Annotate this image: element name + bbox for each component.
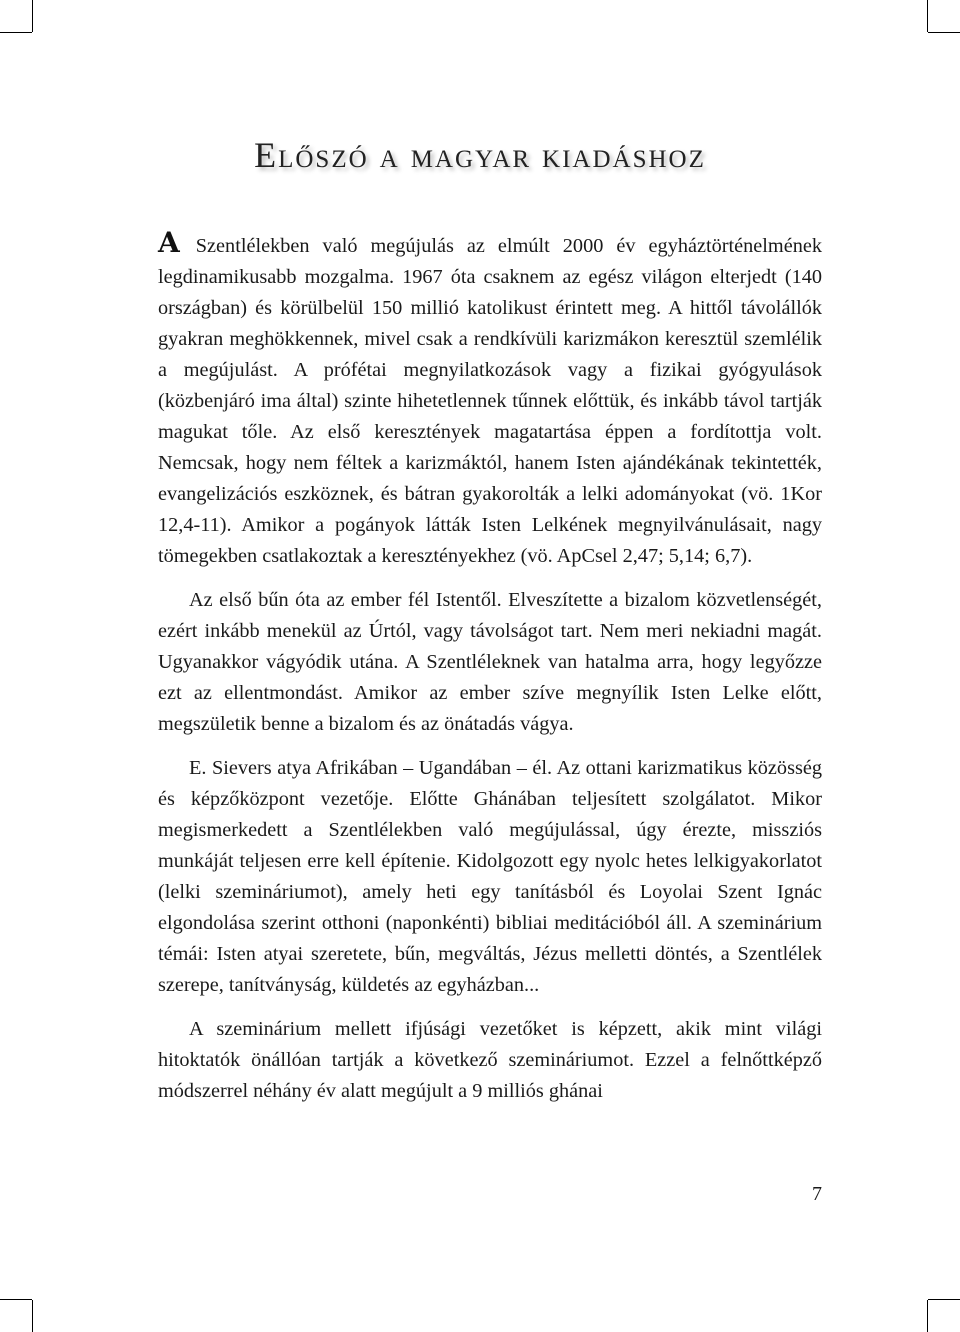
crop-mark-top-right-h (928, 32, 960, 33)
body-text (158, 226, 822, 1120)
paragraph-3: E. Sievers atya Afrikában – Ugandában – él. Az ottani karizmatikus közösség és képzőközpont vezetője. Előtte Ghánában teljesített szolgálatot. Mikor megismerkedett a Szentlélekben való megújulással, úgy érezte, missziós munkáját teljesen erre kell építenie. Kidolgozott egy nyolc hetes lelkigyakorlatot (lelki szemináriumot), amely heti egy tanításból és Loyolai Szent Ignác elgondolása szerint otthoni (naponkénti) bibliai meditációból áll. A szeminárium témái: Isten atyai szeretete, bűn, megváltás, Jézus melletti döntés, a Szentlélek szerepe, tanítványság, küldetés az egyházban... (158, 757, 822, 996)
paragraph-1 (158, 226, 822, 572)
crop-mark-top-right (927, 0, 928, 32)
page-number: 7 (812, 1183, 822, 1205)
crop-mark-bottom-right (927, 1300, 928, 1332)
crop-mark-top-left-h (0, 32, 32, 33)
crop-mark-bottom-right-h (928, 1299, 960, 1300)
paragraph-2: Az első bűn óta az ember fél Istentől. Elveszítette a bizalom közvetlenségét, ezért inkább menekül az Úrtól, vagy távolságot tart. Nem meri nekiadni magát. Ugyanakkor vágyódik utána. A Szentléleknek van hatalma arra, hogy legyőzze ezt az ellentmondást. Amikor az ember szíve megnyílik Isten Lelke előtt, megszületik benne a bizalom és az önátadás vágya. (158, 589, 822, 735)
paragraph-4: A szeminárium mellett ifjúsági vezetőket is képzett, akik mint világi hitoktatók önállóan tartják a következő szemináriumot. Ezzel a felnőttképző módszerrel néhány év alatt megújult a 9 milliós ghánai (158, 1018, 822, 1102)
crop-mark-bottom-left (32, 1300, 33, 1332)
crop-mark-top-left (32, 0, 33, 32)
crop-mark-bottom-left-h (0, 1299, 32, 1300)
page-title: Előszó a magyar kiadáshoz (254, 135, 706, 175)
drop-cap: A (158, 226, 180, 259)
paragraph-1-text: Szentlélekben való megújulás az elmúlt 2000 év egyháztörténelmének legdinamikusabb mozgalma. 1967 óta csaknem az egész világon elterjedt (140 országban) és körülbelül 150 millió katolikust érintett meg. A hittől távolállók gyakran meghökkennek, mivel csak a rendkívüli karizmákon keresztül szemlélik a megújulást. A prófétai megnyilatkozások vagy a fizikai gyógyulások (közbenjáró ima által) szinte hihetetlennek tűnnek előttük, és inkább távol tartják magukat tőle. Az első keresztények magatartása éppen a fordítottja volt. Nemcsak, hogy nem féltek a karizmáktól, hanem Isten ajándékának tekintették, evangelizációs eszköznek, és bátran gyakorolták a lelki adományokat (vö. 1Kor 12,4-11). Amikor a pogányok látták Isten Lelkének megnyilvánulásait, nagy tömegekben csatlakoztak a keresztényekhez (vö. ApCsel 2,47; 5,14; 6,7). (158, 235, 822, 567)
